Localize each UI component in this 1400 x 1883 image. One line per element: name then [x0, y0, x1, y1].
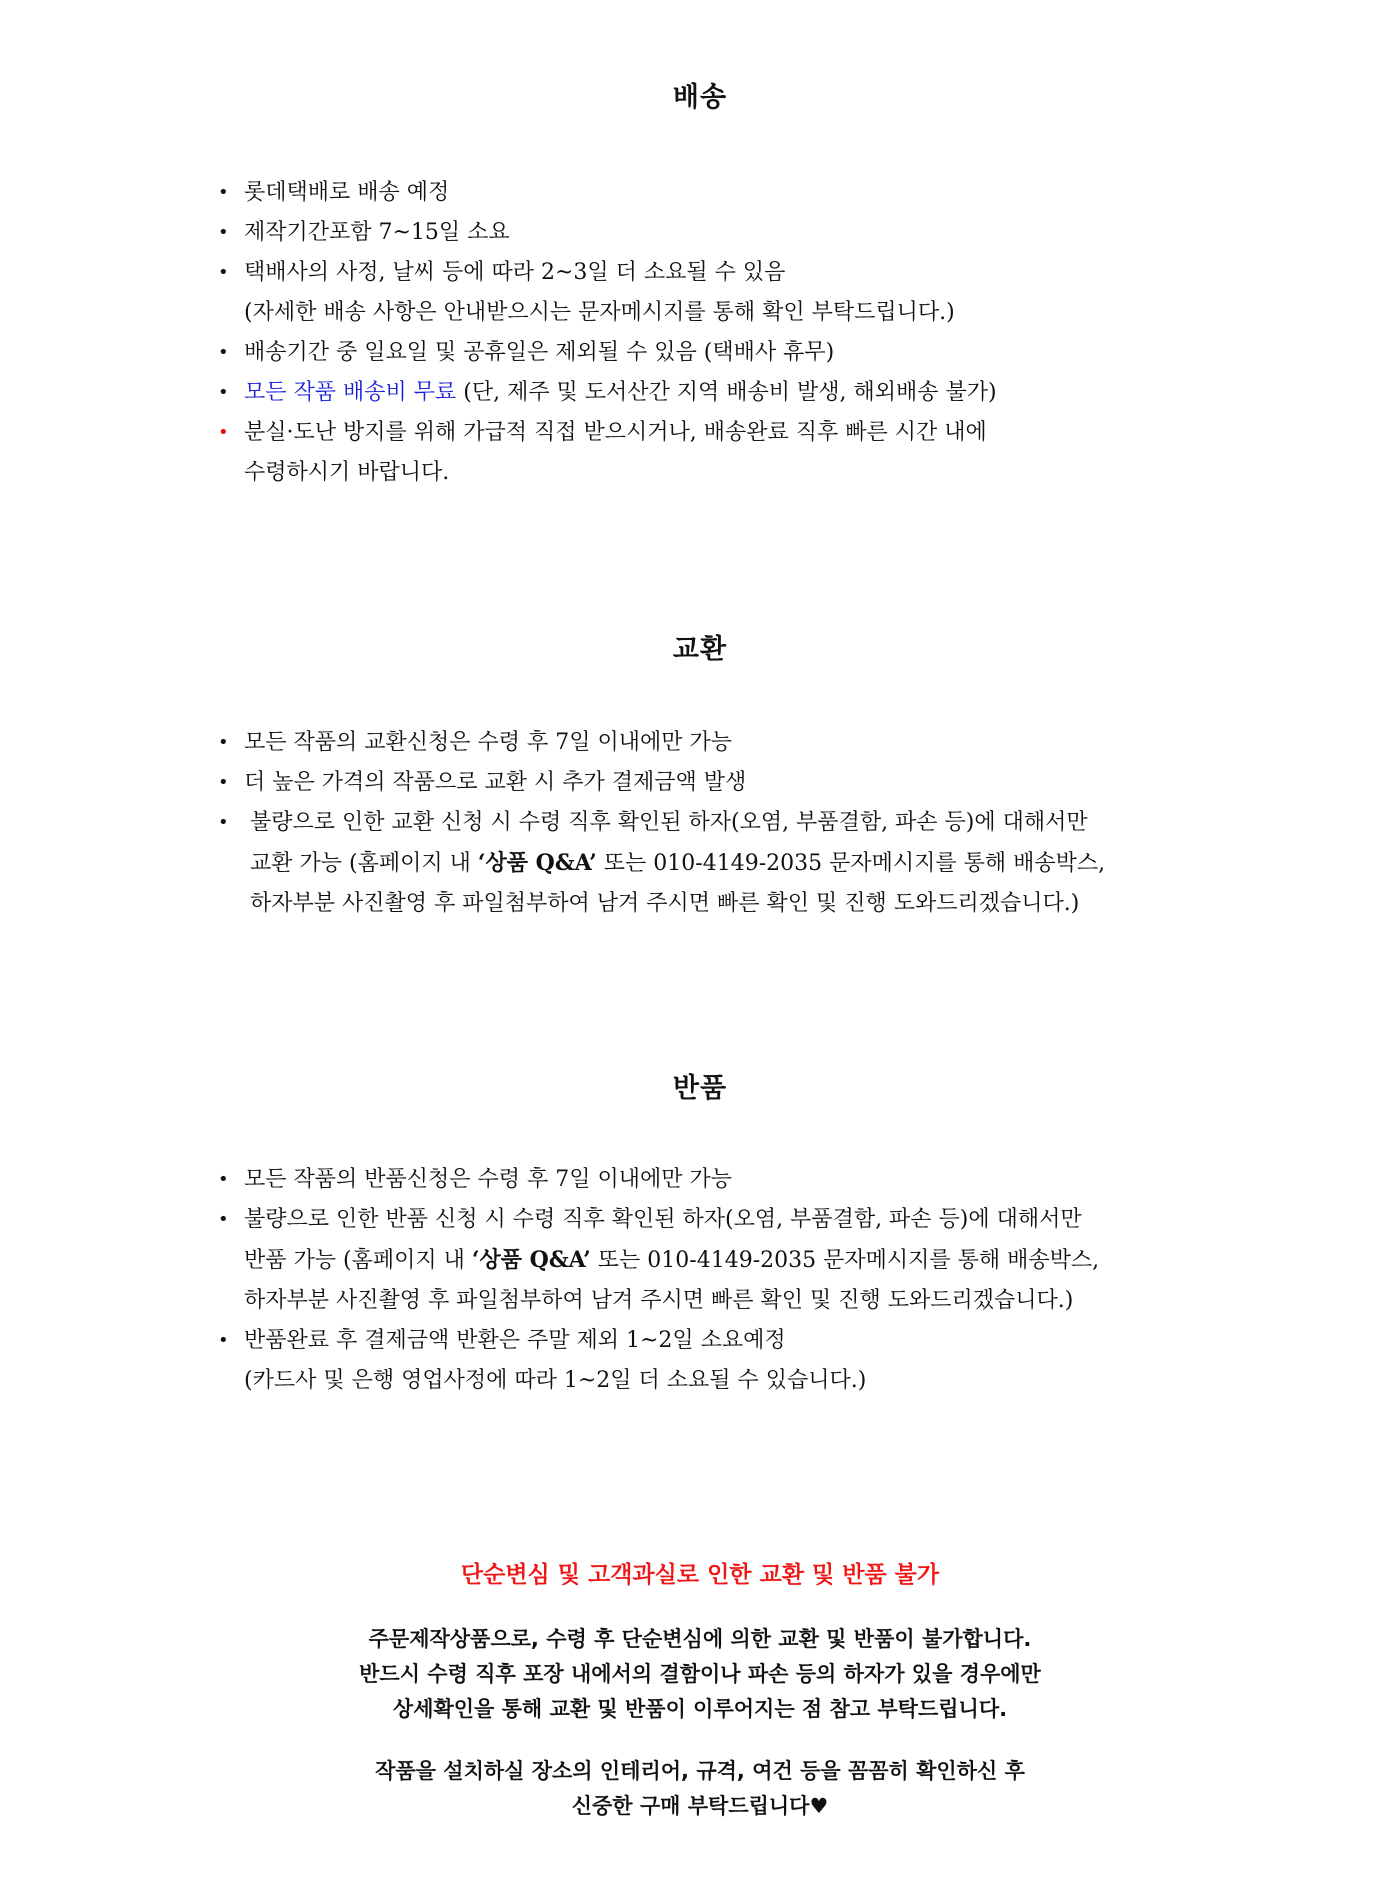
notice-line: 주문제작상품으로, 수령 후 단순변심에 의한 교환 및 반품이 불가합니다. [368, 1627, 1032, 1651]
bullet-icon: • [218, 262, 229, 283]
list-item [218, 213, 997, 253]
list-item [218, 803, 1105, 924]
exchange-list [218, 723, 1105, 924]
list-item [218, 373, 997, 413]
returns-item-contact [244, 1240, 1099, 1281]
bullet-icon: • [218, 772, 229, 793]
returns-contact-pre: 반품 가능 (홈페이지 내 [244, 1248, 472, 1273]
returns-item-text: 하자부분 사진촬영 후 파일첨부하여 남겨 주시면 빠른 확인 및 진행 도와드리겠습니다.) [244, 1288, 1074, 1313]
list-item [218, 173, 997, 213]
shipping-item-text: 택배사의 사정, 날씨 등에 따라 2~3일 더 소요될 수 있음 [244, 260, 786, 285]
free-shipping-highlight: 모든 작품 배송비 무료 [244, 380, 457, 405]
returns-item-text: 모든 작품의 반품신청은 수령 후 7일 이내에만 가능 [244, 1167, 732, 1192]
bullet-icon: • [218, 1209, 229, 1230]
list-item [218, 1200, 1099, 1321]
returns-contact-post: 또는 010-4149-2035 문자메시지를 통해 배송박스, [590, 1248, 1100, 1273]
exchange-title: 교환 [672, 634, 728, 665]
bullet-icon: • [218, 1169, 229, 1190]
qna-link-text: ‘상품 Q&A’ [471, 1247, 591, 1273]
shipping-list [218, 173, 997, 493]
shipping-item-text: 분실·도난 방지를 위해 가급적 직접 받으시거나, 배송완료 직후 빠른 시간 내에 [244, 420, 987, 445]
bullet-icon: • [218, 812, 229, 833]
notice-line: 작품을 설치하실 장소의 인테리어, 규격, 여건 등을 꼼꼼히 확인하신 후 [375, 1759, 1025, 1783]
exchange-item-contact [244, 843, 1105, 884]
exchange-item-text: 모든 작품의 교환신청은 수령 후 7일 이내에만 가능 [244, 730, 732, 755]
returns-item-text: 반품완료 후 결제금액 반환은 주말 제외 1~2일 소요예정 [244, 1328, 786, 1353]
notice-paragraph-1 [0, 1622, 1400, 1727]
bullet-icon: • [218, 222, 229, 243]
qna-link-text: ‘상품 Q&A’ [477, 850, 597, 876]
returns-list [218, 1160, 1099, 1401]
notice-line: 반드시 수령 직후 포장 내에서의 결함이나 파손 등의 하자가 있을 경우에만 [359, 1662, 1041, 1686]
shipping-item-text: 수령하시기 바랍니다. [244, 460, 450, 485]
no-return-notice-title: 단순변심 및 고객과실로 인한 교환 및 반품 불가 [460, 1562, 940, 1588]
list-item [218, 413, 997, 493]
shipping-title: 배송 [672, 82, 728, 113]
notice-line: 신중한 구매 부탁드립니다♥ [571, 1794, 829, 1818]
list-item [218, 333, 997, 373]
shipping-item-free [244, 373, 997, 413]
exchange-item-text: 더 높은 가격의 작품으로 교환 시 추가 결제금액 발생 [244, 770, 747, 795]
returns-title: 반품 [672, 1073, 728, 1104]
returns-item-text: 불량으로 인한 반품 신청 시 수령 직후 확인된 하자(오염, 부품결함, 파손 등)에 대해서만 [244, 1207, 1082, 1232]
list-item [218, 1160, 1099, 1200]
red-bullet-icon: • [218, 422, 229, 443]
exchange-contact-post: 또는 010-4149-2035 문자메시지를 통해 배송박스, [596, 851, 1106, 876]
list-item [218, 1321, 1099, 1401]
list-item [218, 253, 997, 333]
exchange-item-text: 불량으로 인한 교환 신청 시 수령 직후 확인된 하자(오염, 부품결함, 파손 등)에 대해서만 [250, 810, 1088, 835]
shipping-item-text: 제작기간포함 7~15일 소요 [244, 220, 510, 245]
list-item [218, 763, 1105, 803]
bullet-icon: • [218, 342, 229, 363]
shipping-item-text: 배송기간 중 일요일 및 공휴일은 제외될 수 있음 (택배사 휴무) [244, 340, 835, 365]
shipping-item-note: (자세한 배송 사항은 안내받으시는 문자메시지를 통해 확인 부탁드립니다.) [244, 300, 955, 325]
free-shipping-conditions: (단, 제주 및 도서산간 지역 배송비 발생, 해외배송 불가) [456, 380, 997, 405]
exchange-item-text: 하자부분 사진촬영 후 파일첨부하여 남겨 주시면 빠른 확인 및 진행 도와드리겠습니다.) [250, 891, 1080, 916]
bullet-icon: • [218, 732, 229, 753]
bullet-icon: • [218, 182, 229, 203]
shipping-item-text: 롯데택배로 배송 예정 [244, 180, 450, 205]
returns-item-note: (카드사 및 은행 영업사정에 따라 1~2일 더 소요될 수 있습니다.) [244, 1368, 867, 1393]
bullet-icon: • [218, 382, 229, 403]
exchange-contact-pre: 교환 가능 (홈페이지 내 [250, 851, 478, 876]
bullet-icon: • [218, 1330, 229, 1351]
notice-line: 상세확인을 통해 교환 및 반품이 이루어지는 점 참고 부탁드립니다. [392, 1697, 1008, 1721]
list-item [218, 723, 1105, 763]
notice-paragraph-2 [0, 1754, 1400, 1824]
